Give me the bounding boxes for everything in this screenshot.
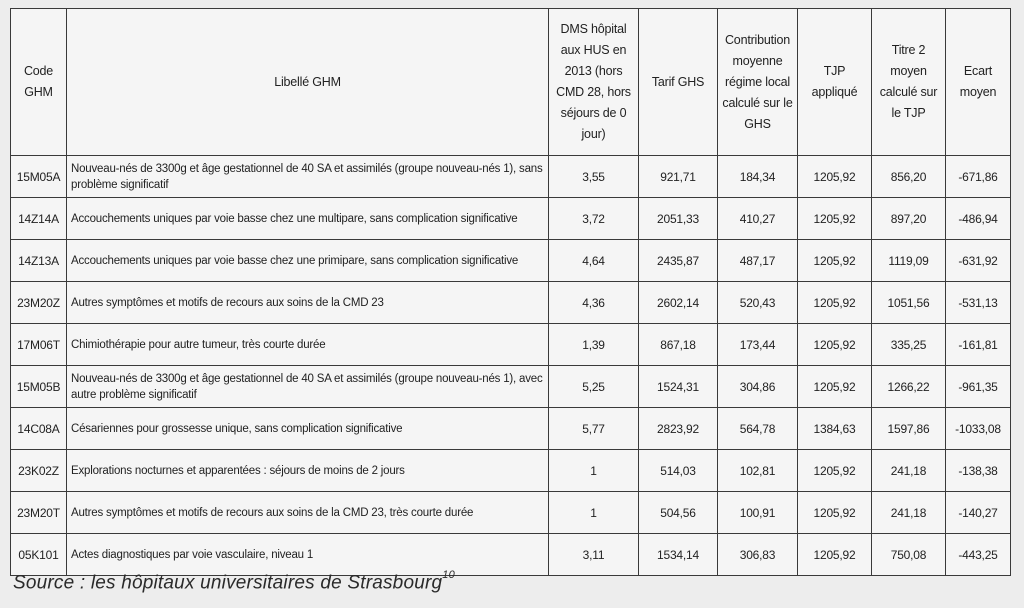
cell-code: 15M05A — [11, 156, 67, 198]
cell-tjp: 1205,92 — [798, 534, 872, 576]
cell-tarif: 1534,14 — [639, 534, 718, 576]
cell-ecart: -961,35 — [946, 366, 1011, 408]
header-code: Code GHM — [11, 9, 67, 156]
ghm-table — [10, 8, 1011, 576]
source-caption — [13, 569, 455, 594]
cell-ecart: -161,81 — [946, 324, 1011, 366]
cell-titre2: 1597,86 — [872, 408, 946, 450]
cell-code: 23M20Z — [11, 282, 67, 324]
header-ecart: Ecart moyen — [946, 9, 1011, 156]
header-libelle: Libellé GHM — [67, 9, 549, 156]
cell-titre2: 1266,22 — [872, 366, 946, 408]
cell-dms: 4,36 — [549, 282, 639, 324]
footnote-marker: 10 — [442, 569, 455, 581]
cell-libelle: Nouveau-nés de 3300g et âge gestationnel de 40 SA et assimilés (groupe nouveau-nés 1), sans problème significatif — [67, 156, 549, 198]
cell-tarif: 2823,92 — [639, 408, 718, 450]
cell-libelle: Autres symptômes et motifs de recours aux soins de la CMD 23, très courte durée — [67, 492, 549, 534]
cell-contribution: 304,86 — [718, 366, 798, 408]
cell-dms: 1 — [549, 492, 639, 534]
table-row — [11, 366, 1011, 408]
cell-tjp: 1205,92 — [798, 198, 872, 240]
cell-dms: 3,72 — [549, 198, 639, 240]
cell-titre2: 1051,56 — [872, 282, 946, 324]
cell-libelle: Explorations nocturnes et apparentées : séjours de moins de 2 jours — [67, 450, 549, 492]
cell-contribution: 173,44 — [718, 324, 798, 366]
cell-tarif: 504,56 — [639, 492, 718, 534]
table-row — [11, 240, 1011, 282]
cell-code: 23K02Z — [11, 450, 67, 492]
cell-titre2: 750,08 — [872, 534, 946, 576]
cell-contribution: 520,43 — [718, 282, 798, 324]
cell-contribution: 487,17 — [718, 240, 798, 282]
cell-ecart: -140,27 — [946, 492, 1011, 534]
cell-titre2: 1119,09 — [872, 240, 946, 282]
header-tarif: Tarif GHS — [639, 9, 718, 156]
header-titre2: Titre 2 moyen calculé sur le TJP — [872, 9, 946, 156]
table-row — [11, 534, 1011, 576]
cell-contribution: 184,34 — [718, 156, 798, 198]
cell-tjp: 1384,63 — [798, 408, 872, 450]
cell-code: 14Z14A — [11, 198, 67, 240]
cell-code: 14Z13A — [11, 240, 67, 282]
cell-code: 05K101 — [11, 534, 67, 576]
cell-ecart: -486,94 — [946, 198, 1011, 240]
cell-ecart: -531,13 — [946, 282, 1011, 324]
cell-contribution: 564,78 — [718, 408, 798, 450]
cell-tarif: 1524,31 — [639, 366, 718, 408]
cell-tjp: 1205,92 — [798, 450, 872, 492]
cell-ecart: -631,92 — [946, 240, 1011, 282]
cell-titre2: 241,18 — [872, 450, 946, 492]
cell-tjp: 1205,92 — [798, 156, 872, 198]
cell-dms: 5,25 — [549, 366, 639, 408]
cell-libelle: Autres symptômes et motifs de recours aux soins de la CMD 23 — [67, 282, 549, 324]
cell-tarif: 2602,14 — [639, 282, 718, 324]
source-text: Source : les hôpitaux universitaires de Strasbourg — [13, 572, 443, 594]
cell-code: 15M05B — [11, 366, 67, 408]
table-body — [11, 156, 1011, 576]
cell-titre2: 241,18 — [872, 492, 946, 534]
cell-tjp: 1205,92 — [798, 240, 872, 282]
cell-libelle: Accouchements uniques par voie basse chez une multipare, sans complication significative — [67, 198, 549, 240]
header-row — [11, 9, 1011, 156]
cell-libelle: Chimiothérapie pour autre tumeur, très courte durée — [67, 324, 549, 366]
cell-ecart: -138,38 — [946, 450, 1011, 492]
cell-ecart: -1033,08 — [946, 408, 1011, 450]
table-row — [11, 282, 1011, 324]
cell-titre2: 335,25 — [872, 324, 946, 366]
cell-libelle: Actes diagnostiques par voie vasculaire, niveau 1 — [67, 534, 549, 576]
cell-tjp: 1205,92 — [798, 492, 872, 534]
cell-contribution: 306,83 — [718, 534, 798, 576]
cell-tarif: 867,18 — [639, 324, 718, 366]
header-dms: DMS hôpital aux HUS en 2013 (hors CMD 28, hors séjours de 0 jour) — [549, 9, 639, 156]
table-row — [11, 408, 1011, 450]
cell-tarif: 921,71 — [639, 156, 718, 198]
cell-titre2: 856,20 — [872, 156, 946, 198]
cell-tjp: 1205,92 — [798, 282, 872, 324]
cell-code: 17M06T — [11, 324, 67, 366]
cell-dms: 1 — [549, 450, 639, 492]
cell-dms: 4,64 — [549, 240, 639, 282]
cell-tarif: 514,03 — [639, 450, 718, 492]
cell-titre2: 897,20 — [872, 198, 946, 240]
cell-tarif: 2435,87 — [639, 240, 718, 282]
cell-libelle: Nouveau-nés de 3300g et âge gestationnel de 40 SA et assimilés (groupe nouveau-nés 1), avec autre problème significatif — [67, 366, 549, 408]
cell-dms: 3,11 — [549, 534, 639, 576]
header-tjp: TJP appliqué — [798, 9, 872, 156]
cell-contribution: 410,27 — [718, 198, 798, 240]
table-row — [11, 492, 1011, 534]
cell-ecart: -443,25 — [946, 534, 1011, 576]
cell-libelle: Accouchements uniques par voie basse chez une primipare, sans complication significative — [67, 240, 549, 282]
cell-dms: 1,39 — [549, 324, 639, 366]
cell-libelle: Césariennes pour grossesse unique, sans complication significative — [67, 408, 549, 450]
cell-ecart: -671,86 — [946, 156, 1011, 198]
header-contribution: Contribution moyenne régime local calculé sur le GHS — [718, 9, 798, 156]
table-row — [11, 450, 1011, 492]
table-row — [11, 198, 1011, 240]
cell-contribution: 102,81 — [718, 450, 798, 492]
cell-contribution: 100,91 — [718, 492, 798, 534]
cell-tarif: 2051,33 — [639, 198, 718, 240]
cell-code: 14C08A — [11, 408, 67, 450]
table-row — [11, 156, 1011, 198]
cell-dms: 5,77 — [549, 408, 639, 450]
cell-tjp: 1205,92 — [798, 366, 872, 408]
table-row — [11, 324, 1011, 366]
cell-code: 23M20T — [11, 492, 67, 534]
cell-tjp: 1205,92 — [798, 324, 872, 366]
cell-dms: 3,55 — [549, 156, 639, 198]
